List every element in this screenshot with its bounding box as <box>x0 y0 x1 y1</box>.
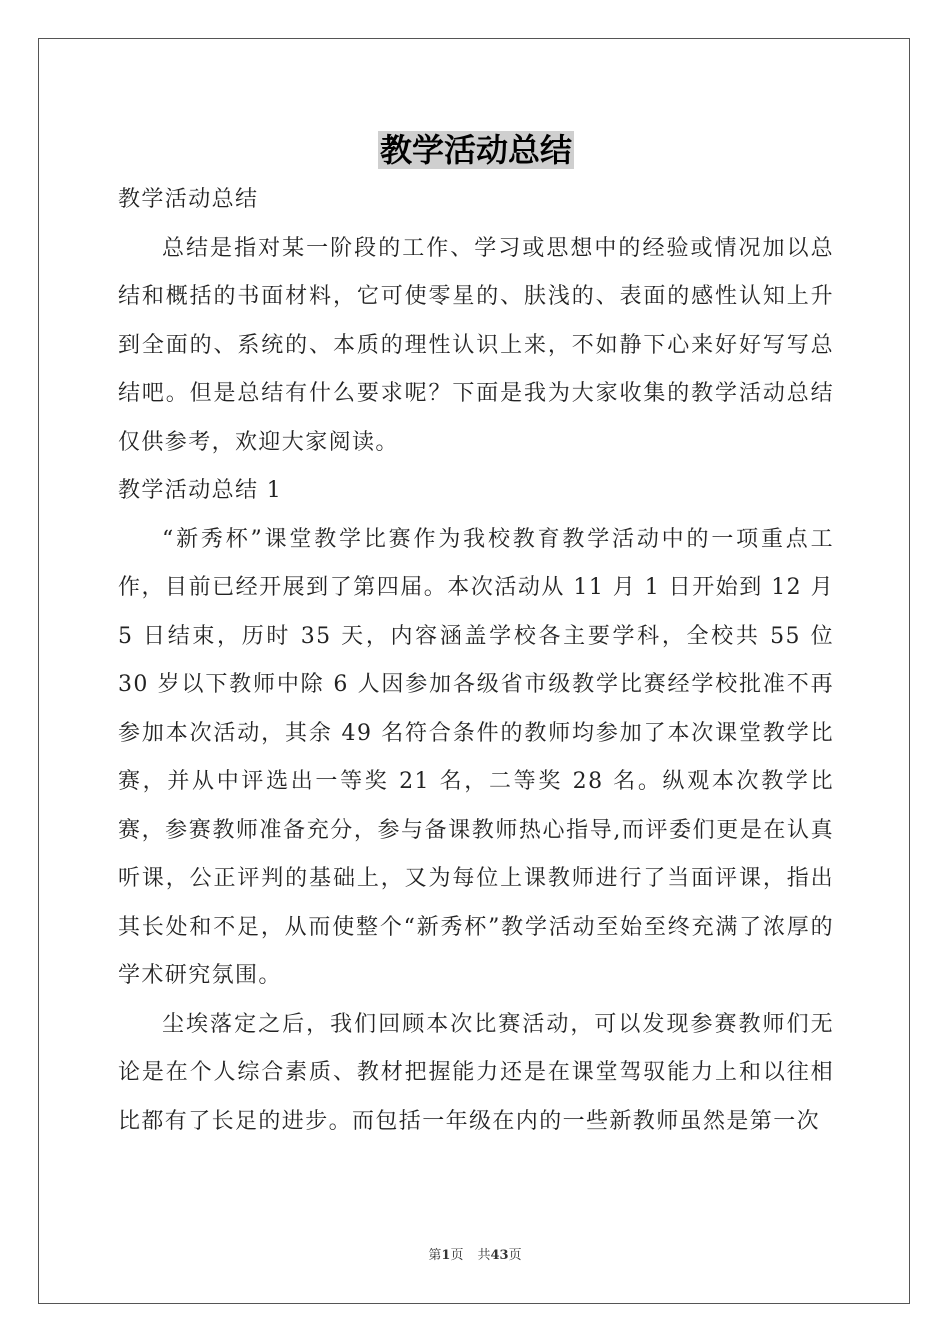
body-paragraph-2: 尘埃落定之后，我们回顾本次比赛活动，可以发现参赛教师们无论是在个人综合素质、教材把握能力还是在课堂驾驭能力上和以往相比都有了长足的进步。而包括一年级在内的一些新教师虽然是第一次 <box>118 1011 834 1134</box>
document-body <box>118 176 834 1146</box>
page-total: 43 <box>490 1248 509 1263</box>
page-unit: 页 <box>450 1248 464 1263</box>
intro-paragraph: 总结是指对某一阶段的工作、学习或思想中的经验或情况加以总结和概括的书面材料，它可使零星的、肤浅的、表面的感性认知上升到全面的、系统的、本质的理性认识上来，不如静下心来好好写写总结吧。但是总结有什么要求呢？下面是我为大家收集的教学活动总结仅供参考，欢迎大家阅读。 <box>118 235 834 455</box>
document-title <box>118 126 834 174</box>
page-footer <box>0 1244 950 1263</box>
total-prefix: 共 <box>477 1248 491 1263</box>
section-heading-intro: 教学活动总结 <box>118 187 259 212</box>
page-prefix: 第 <box>428 1248 442 1263</box>
section-heading-1: 教学活动总结 1 <box>118 478 283 503</box>
total-unit: 页 <box>508 1248 522 1263</box>
body-paragraph-1: “新秀杯”课堂教学比赛作为我校教育教学活动中的一项重点工作，目前已经开展到了第四届。本次活动从 11 月 1 日开始到 12 月 5 日结束，历时 35 天，内容涵盖学校各主要学科，全校共 55 位 30 岁以下教师中除 6 人因参加各级省市级教学比赛经学校批准不再参加本次活动，其余 49 名符合条件的教师均参加了本次课堂教学比赛，并从中评选出一等奖 21 名，二等奖 28 名。纵观本次教学比赛，参赛教师准备充分，参与备课教师热心指导,而评委们更是在认真听课，公正评判的基础上，又为每位上课教师进行了当面评课，指出其长处和不足，从而使整个“新秀杯”教学活动至始至终充满了浓厚的学术研究氛围。 <box>118 526 834 988</box>
document-title-text: 教学活动总结 <box>379 131 572 169</box>
page-current: 1 <box>441 1248 451 1263</box>
